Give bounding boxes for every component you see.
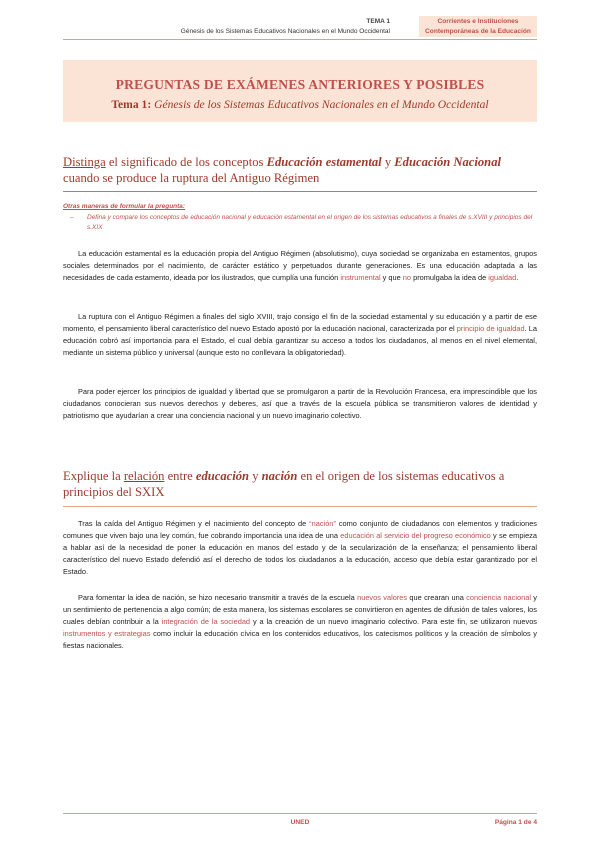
q2-paragraph-2	[63, 592, 537, 652]
alt-formulation-text: Defina y compare los conceptos de educación nacional y educación estamental en el origen de los sistemas educativos a finales de s.XVIII y principios del s.XIX	[87, 214, 533, 231]
list-dash: –	[70, 214, 74, 221]
question-2-rule	[63, 506, 537, 507]
header-course-box	[419, 16, 537, 37]
highlight: conciencia nacional	[466, 593, 531, 602]
text: y que	[380, 273, 403, 283]
header-divider	[63, 39, 537, 40]
banner-subtitle	[63, 98, 537, 111]
q2-paragraph-1	[63, 518, 537, 578]
text: y a la creación de un nuevo imaginario colectivo. Para este fin, se utilizaron nuevos	[250, 617, 538, 627]
page-number: Página 1 de 4	[494, 819, 537, 826]
text: y se empieza a hablar así de la necesidad de poner la educación en manos del estado y de la secularización de la enseñanza; el pensamiento liberal característico del nuevo Estado defendió así el derecho de todos los ciudadanos a la educación, acceso que debía estar garantizado por el Estado.	[63, 531, 537, 577]
question-1-rule	[63, 191, 537, 192]
text: La ruptura con el Antiguo Régimen a finales del siglo XVIII, trajo consigo el fin de la sociedad estamental y su educación y a partir de ese momento, el pensamiento liberal característico del nuevo Estado apostó por la educación nacional, caracterizada por el	[63, 312, 537, 334]
text: .	[516, 273, 519, 283]
text: y un sentimiento de pertenencia a algo común; de esta manera, los sistemas escolares se convirtieron en agentes de difusión de tales valores, los cuales debían contribuir a la	[63, 593, 538, 627]
question-1-title	[63, 155, 537, 186]
banner-tema-label: Tema 1:	[111, 98, 152, 111]
highlight: nuevos valores	[357, 593, 408, 602]
highlight: “nación”	[309, 519, 336, 528]
highlight: educación al servicio del progreso económico	[340, 531, 491, 541]
highlight: igualdad	[488, 273, 517, 283]
header-subject	[181, 17, 390, 36]
q2-keyword: relación	[123, 469, 165, 483]
course-line-1: Corrientes e Instituciones	[437, 18, 519, 25]
title-banner	[63, 60, 537, 122]
text: como conjunto de ciudadanos con elementos y tradiciones comunes que viven bajo una ley común, fue cobrando importancia una idea de una	[63, 519, 538, 541]
course-line-2: Contemporáneas de la Educación	[425, 27, 531, 35]
q2-concept-2: nación	[261, 469, 298, 483]
q1-paragraph-2	[63, 311, 537, 359]
text: promulgaba la idea de	[411, 273, 489, 283]
question-2-title	[63, 469, 537, 500]
q2-text-a: Explique la	[63, 469, 124, 483]
banner-tema-title: Génesis de los Sistemas Educativos Nacionales en el Mundo Occidental	[154, 98, 489, 111]
footer-institution: UNED	[290, 819, 310, 826]
text: La educación estamental es la educación propia del Antiguo Régimen (absolutismo), cuya sociedad se organizaba en estamentos, grupos sociales determinados por el nacimiento, de carácter estático y perpetuados durante generaciones. Es una educación adaptada a las necesidades de cada estamento, ideada por los ilustrados, que cumplía una función	[63, 249, 537, 283]
text: Para fomentar la idea de nación, se hizo necesario transmitir a través de la escuela	[78, 593, 358, 602]
header-subtitle: Génesis de los Sistemas Educativos Nacionales en el Mundo Occidental	[180, 27, 390, 35]
text: Tras la caída del Antiguo Régimen y el nacimiento del concepto de	[78, 519, 310, 528]
text: que crearan una	[407, 593, 467, 602]
q1-concept-2: Educación Nacional	[394, 155, 501, 169]
q1-keyword: Distinga	[63, 155, 106, 169]
q1-text-a: el significado de los conceptos	[105, 155, 267, 169]
footer-divider	[63, 813, 537, 814]
highlight: principio de igualdad	[456, 324, 525, 334]
q1-text-b: y	[381, 155, 395, 169]
text: . La educación cobró así importancia para el Estado, el cual debía garantizar su acceso a todos los ciudadanos, al menos en el nivel elemental, mediante un sistema público y universal (aunque esto no conllevara la obligatoriedad).	[63, 324, 538, 358]
q1-paragraph-3: Para poder ejercer los principios de igualdad y libertad que se promulgaron a partir de la Revolución Francesa, era imprescindible que los ciudadanos conocieran sus nuevos derechos y deberes, así que a través de la escuela pública se transmitieron valores de identidad y patriotismo que ayudarían a crear una conciencia nacional y un nuevo imaginario colectivo.	[63, 387, 537, 421]
q2-text-b: entre	[164, 469, 196, 483]
text: como incluir la educación cívica en los contenidos educativos, los catecismos políticos y la creación de símbolos y fiestas nacionales.	[63, 629, 537, 651]
banner-title: PREGUNTAS DE EXÁMENES ANTERIORES Y POSIBLES	[115, 77, 485, 92]
highlight: no	[402, 273, 412, 283]
highlight: integración de la sociedad	[161, 617, 251, 627]
highlight: instrumentos y estrategias	[63, 629, 151, 639]
header-tema: TEMA 1	[366, 18, 390, 25]
alt-formulation-label: Otras maneras de formular la pregunta:	[63, 203, 186, 210]
q2-concept-1: educación	[195, 469, 250, 483]
q1-paragraph-1	[63, 248, 537, 284]
q2-text-d: en el origen de los sistemas educativos a principios del SXIX	[63, 469, 505, 499]
q2-text-c: y	[249, 469, 262, 483]
highlight: instrumental	[340, 273, 381, 283]
q1-text-c: cuando se produce la ruptura del Antiguo Régimen	[63, 170, 320, 185]
q1-concept-1: Educación estamental	[266, 155, 382, 169]
